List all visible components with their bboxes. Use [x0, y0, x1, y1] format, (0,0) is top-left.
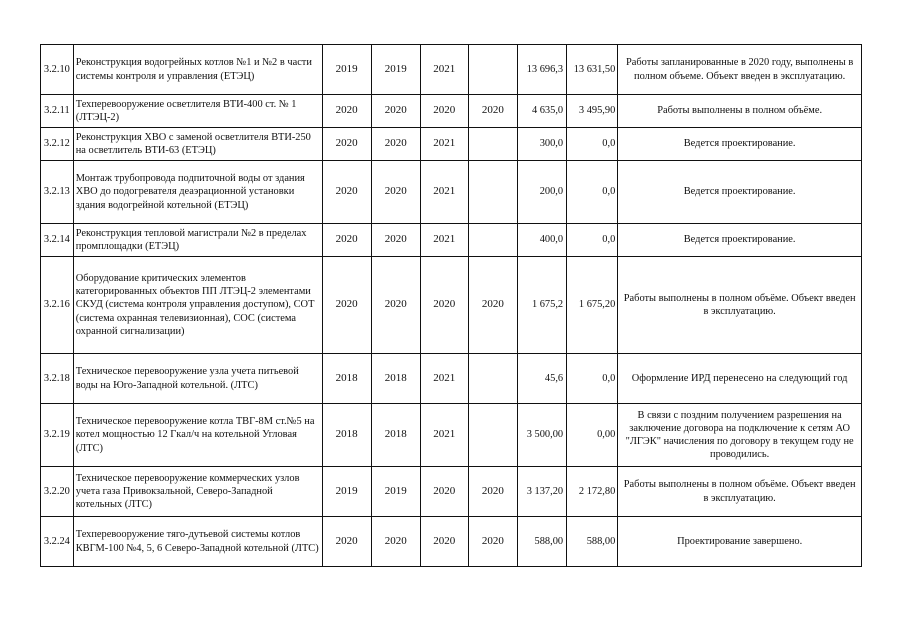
cost-fact: 0,0 [567, 161, 618, 224]
year-end-plan: 2020 [420, 467, 468, 517]
project-name: Техперевооружение тяго-дутьевой системы котлов КВГМ-100 №4, 5, 6 Северо-Западной котельной (ЛТС) [73, 517, 322, 567]
year-start-plan: 2020 [322, 128, 371, 161]
row-number: 3.2.19 [41, 404, 74, 467]
project-name: Оборудование критических элементов категорированных объектов ПП ЛТЭЦ-2 элементами СКУД (система контроля управления доступом), СОТ (система охранная телевизионная), СОС (система охранной сигнализации) [73, 257, 322, 354]
table-row [41, 95, 862, 128]
year-end-plan: 2021 [420, 224, 468, 257]
cost-plan: 400,0 [517, 224, 566, 257]
year-start-fact: 2019 [371, 45, 420, 95]
row-number: 3.2.20 [41, 467, 74, 517]
year-end-fact: 2020 [468, 95, 517, 128]
year-start-plan: 2020 [322, 95, 371, 128]
row-number: 3.2.10 [41, 45, 74, 95]
year-start-fact: 2018 [371, 354, 420, 404]
project-name: Техническое перевооружение котла ТВГ-8М ст.№5 на котел мощностью 12 Гкал/ч на котельной Угловая (ЛТС) [73, 404, 322, 467]
project-name: Техническое перевооружение коммерческих узлов учета газа Привокзальной, Северо-Западной котельных (ЛТС) [73, 467, 322, 517]
table-row [41, 45, 862, 95]
cost-plan: 3 500,00 [517, 404, 566, 467]
cost-fact: 2 172,80 [567, 467, 618, 517]
year-end-plan: 2021 [420, 161, 468, 224]
row-number: 3.2.14 [41, 224, 74, 257]
status-note: Работы выполнены в полном объёме. Объект введен в эксплуатацию. [618, 467, 862, 517]
year-end-fact [468, 224, 517, 257]
cost-plan: 588,00 [517, 517, 566, 567]
status-note: В связи с поздним получением разрешения на заключение договора на подключение к сетям АО "ЛГЭК" начисления по договору в текущем году не проводились. [618, 404, 862, 467]
cost-fact: 0,0 [567, 354, 618, 404]
cost-plan: 4 635,0 [517, 95, 566, 128]
year-end-plan: 2021 [420, 404, 468, 467]
year-start-fact: 2020 [371, 257, 420, 354]
year-start-plan: 2019 [322, 467, 371, 517]
status-note: Оформление ИРД перенесено на следующий год [618, 354, 862, 404]
cost-plan: 300,0 [517, 128, 566, 161]
project-name: Реконструкция тепловой магистрали №2 в пределах промплощадки (ЕТЭЦ) [73, 224, 322, 257]
status-note: Проектирование завершено. [618, 517, 862, 567]
year-end-fact [468, 354, 517, 404]
project-name: Монтаж трубопровода подпиточной воды от здания ХВО до подогревателя деаэрационной установки здания водогрейной котельной (ЕТЭЦ) [73, 161, 322, 224]
year-start-fact: 2020 [371, 95, 420, 128]
cost-fact: 0,0 [567, 224, 618, 257]
cost-plan: 200,0 [517, 161, 566, 224]
year-start-fact: 2020 [371, 161, 420, 224]
year-start-plan: 2020 [322, 224, 371, 257]
row-number: 3.2.18 [41, 354, 74, 404]
report-table [40, 44, 862, 567]
table-row [41, 161, 862, 224]
cost-fact: 0,00 [567, 404, 618, 467]
status-note: Работы запланированные в 2020 году, выполнены в полном объеме. Объект введен в эксплуатацию. [618, 45, 862, 95]
year-end-fact [468, 404, 517, 467]
year-start-fact: 2019 [371, 467, 420, 517]
project-name: Техническое перевооружение узла учета питьевой воды на Юго-Западной котельной. (ЛТС) [73, 354, 322, 404]
table-row [41, 224, 862, 257]
year-end-fact: 2020 [468, 257, 517, 354]
project-name: Реконструкция водогрейных котлов №1 и №2 в части системы контроля и управления (ЕТЭЦ) [73, 45, 322, 95]
table-row [41, 128, 862, 161]
year-end-plan: 2020 [420, 517, 468, 567]
year-end-plan: 2020 [420, 95, 468, 128]
cost-fact: 0,0 [567, 128, 618, 161]
row-number: 3.2.12 [41, 128, 74, 161]
status-note: Ведется проектирование. [618, 128, 862, 161]
cost-plan: 45,6 [517, 354, 566, 404]
status-note: Работы выполнены в полном объёме. Объект введен в эксплуатацию. [618, 257, 862, 354]
table-row [41, 467, 862, 517]
cost-plan: 1 675,2 [517, 257, 566, 354]
table-row [41, 517, 862, 567]
table-row [41, 404, 862, 467]
cost-plan: 3 137,20 [517, 467, 566, 517]
year-end-fact: 2020 [468, 467, 517, 517]
year-end-fact [468, 128, 517, 161]
year-start-fact: 2020 [371, 224, 420, 257]
status-note: Работы выполнены в полном объёме. [618, 95, 862, 128]
cost-fact: 3 495,90 [567, 95, 618, 128]
year-end-plan: 2021 [420, 128, 468, 161]
year-start-plan: 2018 [322, 354, 371, 404]
cost-fact: 1 675,20 [567, 257, 618, 354]
year-start-plan: 2020 [322, 161, 371, 224]
cost-fact: 588,00 [567, 517, 618, 567]
row-number: 3.2.13 [41, 161, 74, 224]
year-end-fact [468, 45, 517, 95]
year-start-plan: 2020 [322, 517, 371, 567]
year-end-fact: 2020 [468, 517, 517, 567]
year-start-plan: 2020 [322, 257, 371, 354]
project-name: Техперевооружение осветлителя ВТИ-400 ст. № 1 (ЛТЭЦ-2) [73, 95, 322, 128]
year-start-fact: 2020 [371, 128, 420, 161]
year-end-plan: 2020 [420, 257, 468, 354]
row-number: 3.2.24 [41, 517, 74, 567]
cost-plan: 13 696,3 [517, 45, 566, 95]
table-row [41, 354, 862, 404]
row-number: 3.2.16 [41, 257, 74, 354]
year-end-plan: 2021 [420, 354, 468, 404]
year-end-fact [468, 161, 517, 224]
table-body [41, 45, 862, 567]
year-end-plan: 2021 [420, 45, 468, 95]
cost-fact: 13 631,50 [567, 45, 618, 95]
year-start-plan: 2019 [322, 45, 371, 95]
table-row [41, 257, 862, 354]
year-start-fact: 2018 [371, 404, 420, 467]
status-note: Ведется проектирование. [618, 224, 862, 257]
row-number: 3.2.11 [41, 95, 74, 128]
status-note: Ведется проектирование. [618, 161, 862, 224]
year-start-fact: 2020 [371, 517, 420, 567]
project-name: Реконструкция ХВО с заменой осветлителя ВТИ-250 на осветлитель ВТИ-63 (ЕТЭЦ) [73, 128, 322, 161]
year-start-plan: 2018 [322, 404, 371, 467]
